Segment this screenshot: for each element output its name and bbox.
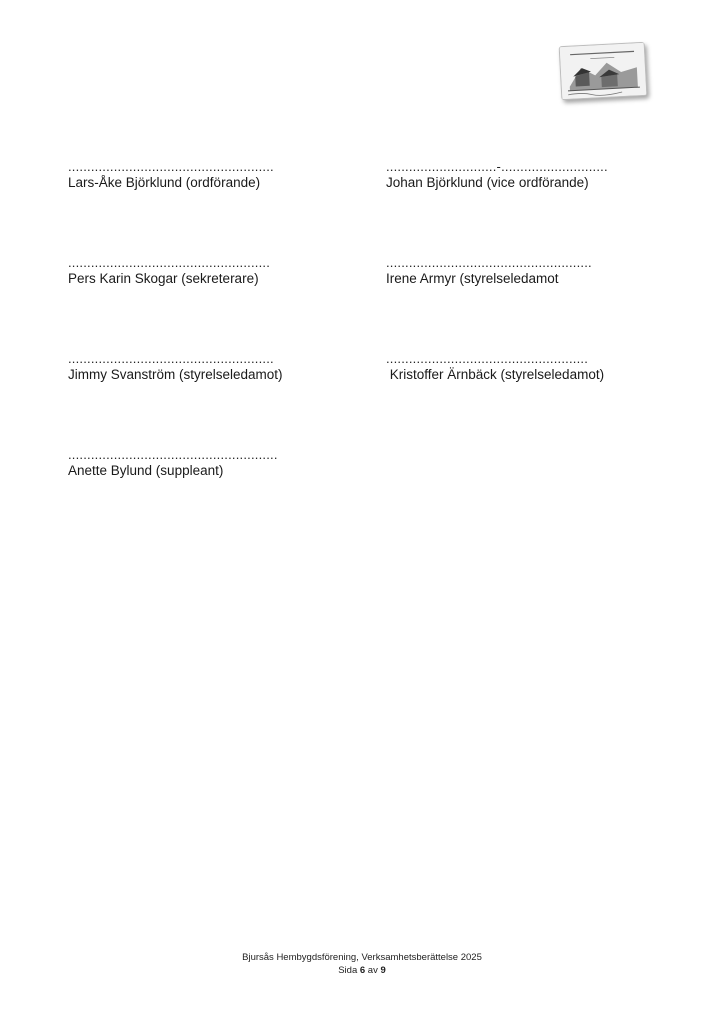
signature-block-board-member-1 [386, 256, 646, 288]
signature-block-chair [68, 160, 328, 192]
page-footer [0, 951, 724, 977]
signature-block-secretary [68, 256, 328, 288]
page-total: 9 [380, 965, 386, 976]
page-mid: av [365, 965, 381, 976]
logo-image [560, 43, 647, 99]
association-logo [559, 42, 648, 100]
signature-block-deputy [68, 448, 328, 480]
page-prefix: Sida [338, 965, 360, 976]
signatory-name: Anette Bylund (suppleant) [68, 463, 224, 478]
signature-line: ...................................................... [68, 351, 274, 366]
signature-block-board-member-3 [386, 352, 646, 384]
signature-line: ..................................................... [386, 351, 589, 366]
signatory-name: Lars-Åke Björklund (ordförande) [68, 175, 261, 190]
signature-block-board-member-2 [68, 352, 328, 384]
signatory-name: Irene Armyr (styrelseledamot [386, 271, 559, 286]
signature-line: ...................................................... [386, 255, 592, 270]
page-current: 6 [359, 965, 366, 976]
signatory-name: Pers Karin Skogar (sekreterare) [68, 271, 259, 286]
footer-document-title: Bjursås Hembygdsförening, Verksamhetsberättelse 2025 [242, 952, 482, 963]
signature-line: ..................................................... [68, 255, 271, 270]
signatory-name: Johan Björklund (vice ordförande) [386, 175, 589, 190]
signature-line: ....................................................... [68, 447, 278, 462]
signatory-name: Kristoffer Ärnbäck (styrelseledamot) [386, 367, 605, 382]
signature-line: ...................................................... [68, 159, 274, 174]
footer-page-number [0, 964, 724, 977]
signature-line: .............................-............................ [386, 159, 608, 174]
signatory-name: Jimmy Svanström (styrelseledamot) [68, 367, 283, 382]
signature-block-vice-chair [386, 160, 646, 192]
